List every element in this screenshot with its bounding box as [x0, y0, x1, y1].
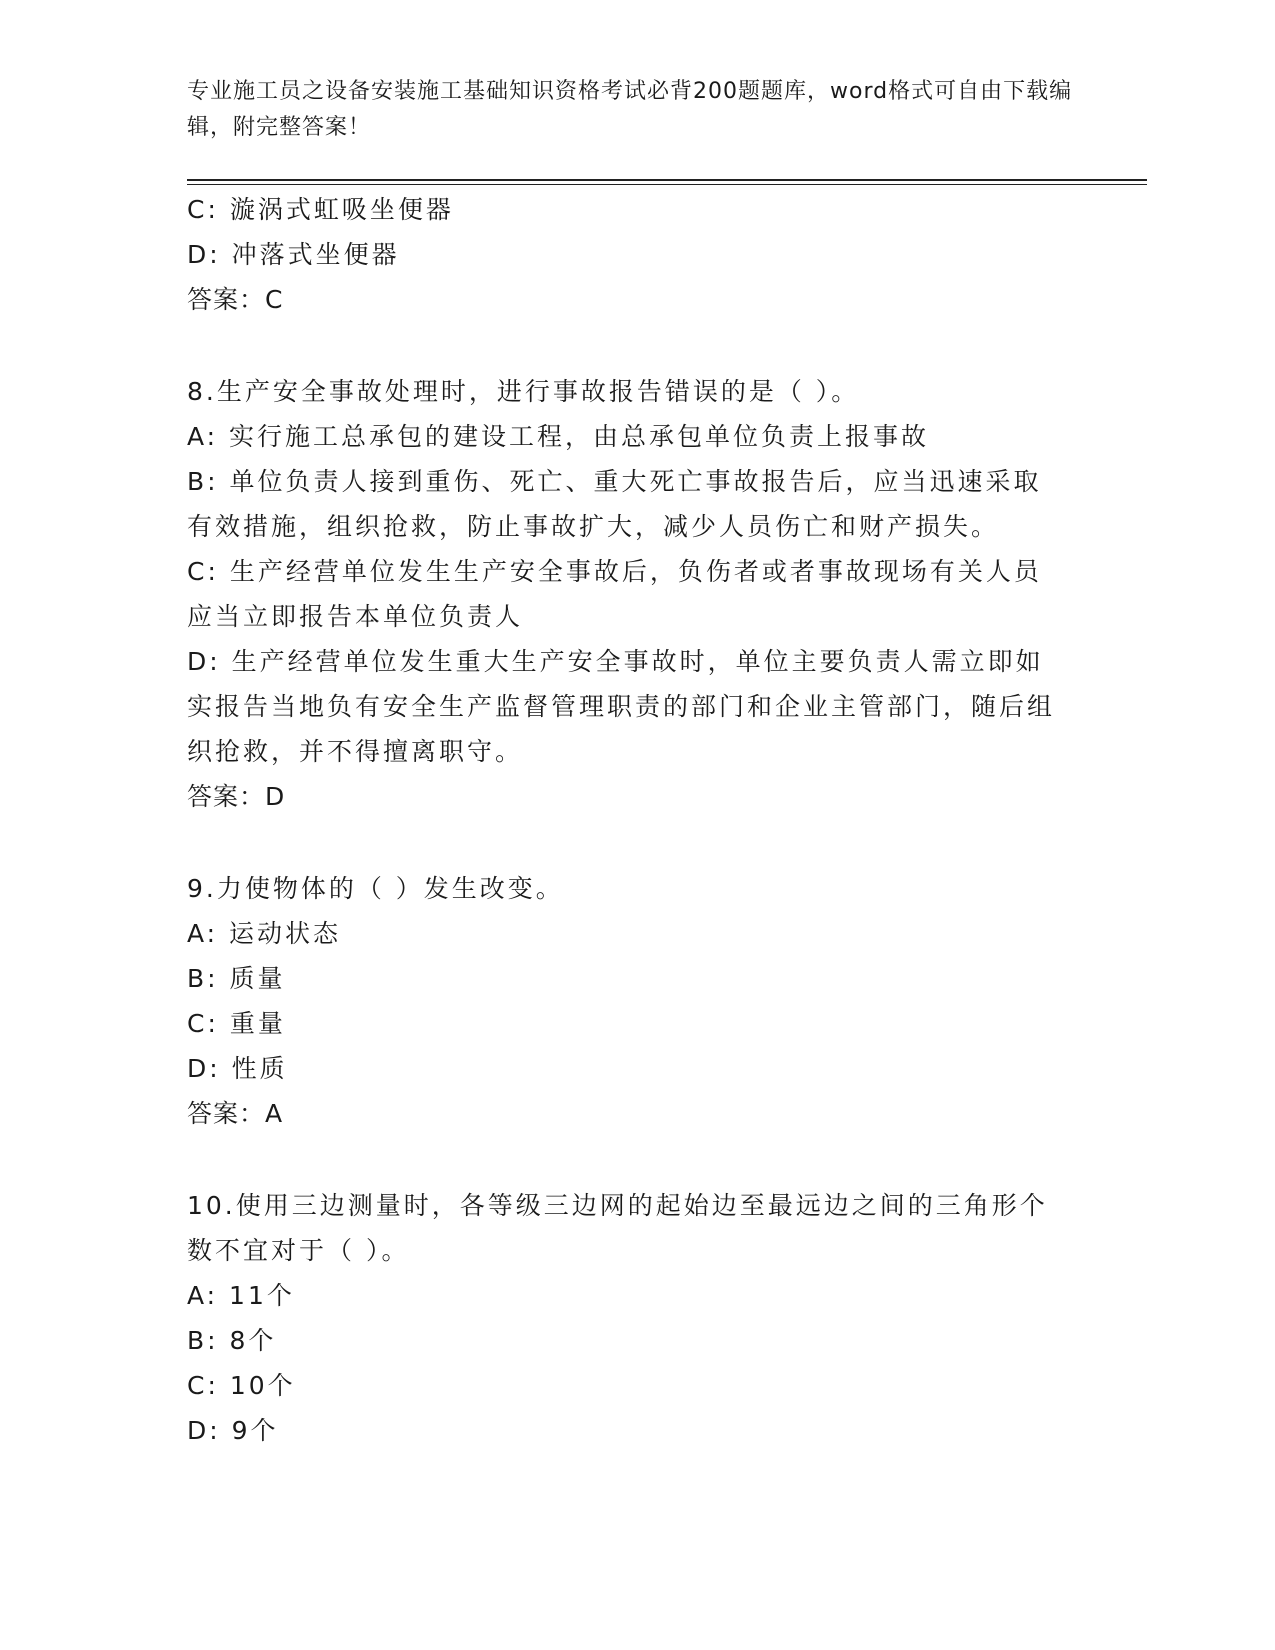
- option-d: D: 9个: [187, 1416, 279, 1445]
- spacer: [187, 1136, 1067, 1183]
- option-d: D: 性质: [187, 1054, 288, 1083]
- spacer: [187, 322, 1067, 369]
- option-b: B: 8个: [187, 1326, 277, 1355]
- document-body: [187, 187, 1067, 1453]
- question-text: 8.生产安全事故处理时，进行事故报告错误的是（ ）。: [187, 377, 860, 406]
- spacer: [187, 819, 1067, 866]
- question-text: 9.力使物体的（ ）发生改变。: [187, 874, 564, 903]
- option-c: C: 10个: [187, 1371, 296, 1400]
- option-b: B: 质量: [187, 964, 286, 993]
- option-c: C: 重量: [187, 1009, 286, 1038]
- option-a: A: 实行施工总承包的建设工程，由总承包单位负责上报事故: [187, 422, 930, 451]
- question-block-10: [187, 1183, 1067, 1453]
- answer-line: 答案：C: [187, 285, 284, 314]
- answer-line: 答案：D: [187, 782, 286, 811]
- option-a: A: 11个: [187, 1281, 295, 1310]
- option-c: C: 漩涡式虹吸坐便器: [187, 195, 454, 224]
- question-block-7: [187, 187, 1067, 322]
- question-text: 10.使用三边测量时，各等级三边网的起始边至最远边之间的三角形个数不宜对于（ ）。: [187, 1191, 1048, 1265]
- header-divider-thin: [187, 184, 1147, 185]
- question-block-8: [187, 369, 1067, 819]
- option-d: D: 生产经营单位发生重大生产安全事故时，单位主要负责人需立即如实报告当地负有安全生产监督管理职责的部门和企业主管部门，随后组织抢救，并不得擅离职守。: [187, 647, 1056, 766]
- answer-line: 答案：A: [187, 1099, 284, 1128]
- document-page: [187, 0, 1147, 1650]
- question-block-9: [187, 866, 1067, 1136]
- document-header: 专业施工员之设备安装施工基础知识资格考试必背200题题库，word格式可自由下载编辑，附完整答案！: [187, 79, 1073, 140]
- option-d: D: 冲落式坐便器: [187, 240, 400, 269]
- option-c: C: 生产经营单位发生生产安全事故后，负伤者或者事故现场有关人员应当立即报告本单位负责人: [187, 557, 1042, 631]
- option-a: A: 运动状态: [187, 919, 342, 948]
- option-b: B: 单位负责人接到重伤、死亡、重大死亡事故报告后，应当迅速采取有效措施，组织抢救，防止事故扩大，减少人员伤亡和财产损失。: [187, 467, 1042, 541]
- header-divider: [187, 179, 1147, 181]
